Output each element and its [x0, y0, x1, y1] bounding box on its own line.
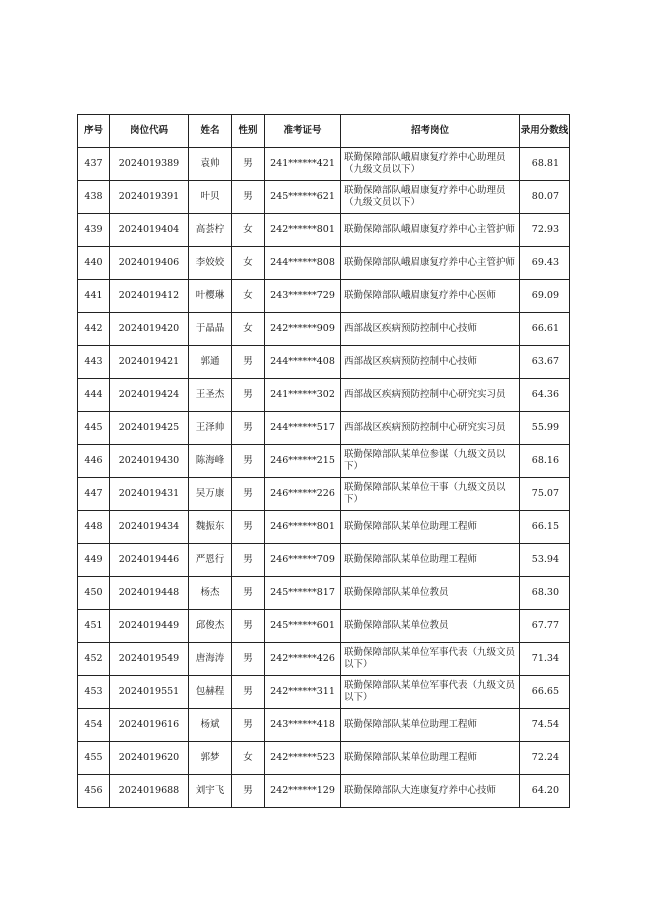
- cell-post: 联勤保障部队峨眉康复疗养中心助理员（九级文员以下）: [341, 148, 520, 181]
- cell-gender: 男: [232, 346, 265, 379]
- cell-ticket-number: 244******808: [265, 247, 341, 280]
- cell-post-code: 2024019424: [110, 379, 189, 412]
- cell-ticket-number: 244******517: [265, 412, 341, 445]
- header-score-line: 录用分数线: [520, 115, 570, 148]
- cell-score-line: 68.81: [520, 148, 570, 181]
- header-ticket-number: 准考证号: [265, 115, 341, 148]
- cell-name: 叶樱琳: [189, 280, 232, 313]
- cell-score-line: 64.20: [520, 775, 570, 808]
- table-row: [78, 544, 570, 577]
- cell-post-code: 2024019688: [110, 775, 189, 808]
- cell-post-code: 2024019421: [110, 346, 189, 379]
- cell-post: 联勤保障部队某单位助理工程师: [341, 709, 520, 742]
- cell-seq: 450: [78, 577, 110, 610]
- cell-seq: 454: [78, 709, 110, 742]
- cell-ticket-number: 246******215: [265, 445, 341, 478]
- table-row: [78, 346, 570, 379]
- cell-name: 王泽帅: [189, 412, 232, 445]
- cell-seq: 443: [78, 346, 110, 379]
- cell-score-line: 74.54: [520, 709, 570, 742]
- table-row: [78, 379, 570, 412]
- cell-post-code: 2024019391: [110, 181, 189, 214]
- table-row: [78, 148, 570, 181]
- cell-name: 杨杰: [189, 577, 232, 610]
- cell-name: 唐海涛: [189, 643, 232, 676]
- cell-name: 李姣姣: [189, 247, 232, 280]
- table-row: [78, 478, 570, 511]
- cell-seq: 456: [78, 775, 110, 808]
- cell-gender: 女: [232, 280, 265, 313]
- cell-post: 联勤保障部队某单位助理工程师: [341, 511, 520, 544]
- cell-post-code: 2024019434: [110, 511, 189, 544]
- cell-ticket-number: 245******621: [265, 181, 341, 214]
- cell-seq: 455: [78, 742, 110, 775]
- cell-post-code: 2024019551: [110, 676, 189, 709]
- cell-seq: 446: [78, 445, 110, 478]
- cell-name: 郭梦: [189, 742, 232, 775]
- cell-name: 袁帅: [189, 148, 232, 181]
- cell-post: 西部战区疾病预防控制中心研究实习员: [341, 379, 520, 412]
- cell-ticket-number: 242******311: [265, 676, 341, 709]
- cell-gender: 男: [232, 610, 265, 643]
- cell-post-code: 2024019404: [110, 214, 189, 247]
- cell-gender: 男: [232, 412, 265, 445]
- cell-score-line: 66.15: [520, 511, 570, 544]
- cell-post: 联勤保障部队峨眉康复疗养中心医师: [341, 280, 520, 313]
- cell-post: 联勤保障部队峨眉康复疗养中心助理员（九级文员以下）: [341, 181, 520, 214]
- cell-post: 联勤保障部队某单位参谋（九级文员以下）: [341, 445, 520, 478]
- cell-seq: 453: [78, 676, 110, 709]
- cell-score-line: 68.30: [520, 577, 570, 610]
- cell-name: 吴万康: [189, 478, 232, 511]
- header-gender: 性别: [232, 115, 265, 148]
- cell-seq: 442: [78, 313, 110, 346]
- cell-score-line: 71.34: [520, 643, 570, 676]
- cell-score-line: 72.24: [520, 742, 570, 775]
- cell-score-line: 64.36: [520, 379, 570, 412]
- cell-name: 严恩行: [189, 544, 232, 577]
- cell-post-code: 2024019389: [110, 148, 189, 181]
- cell-post: 联勤保障部队某单位助理工程师: [341, 742, 520, 775]
- cell-post: 联勤保障部队大连康复疗养中心技师: [341, 775, 520, 808]
- cell-score-line: 75.07: [520, 478, 570, 511]
- table-row: [78, 511, 570, 544]
- cell-gender: 女: [232, 214, 265, 247]
- table-row: [78, 709, 570, 742]
- cell-ticket-number: 242******523: [265, 742, 341, 775]
- cell-name: 刘宇飞: [189, 775, 232, 808]
- cell-seq: 445: [78, 412, 110, 445]
- cell-name: 陈海峰: [189, 445, 232, 478]
- cell-ticket-number: 244******408: [265, 346, 341, 379]
- cell-post: 西部战区疾病预防控制中心研究实习员: [341, 412, 520, 445]
- cell-name: 王圣杰: [189, 379, 232, 412]
- cell-score-line: 66.61: [520, 313, 570, 346]
- cell-post: 西部战区疾病预防控制中心技师: [341, 313, 520, 346]
- cell-seq: 449: [78, 544, 110, 577]
- cell-post-code: 2024019448: [110, 577, 189, 610]
- cell-seq: 448: [78, 511, 110, 544]
- cell-gender: 女: [232, 313, 265, 346]
- table-row: [78, 742, 570, 775]
- table-row: [78, 643, 570, 676]
- cell-post: 联勤保障部队某单位军事代表（九级文员以下）: [341, 676, 520, 709]
- header-name: 姓名: [189, 115, 232, 148]
- cell-score-line: 66.65: [520, 676, 570, 709]
- cell-gender: 女: [232, 742, 265, 775]
- cell-gender: 女: [232, 247, 265, 280]
- cell-gender: 男: [232, 181, 265, 214]
- cell-post: 联勤保障部队某单位教员: [341, 610, 520, 643]
- cell-post: 西部战区疾病预防控制中心技师: [341, 346, 520, 379]
- table-row: [78, 247, 570, 280]
- cell-score-line: 67.77: [520, 610, 570, 643]
- cell-seq: 451: [78, 610, 110, 643]
- cell-ticket-number: 241******302: [265, 379, 341, 412]
- cell-ticket-number: 243******418: [265, 709, 341, 742]
- cell-post-code: 2024019620: [110, 742, 189, 775]
- cell-score-line: 53.94: [520, 544, 570, 577]
- cell-seq: 452: [78, 643, 110, 676]
- cell-post: 联勤保障部队峨眉康复疗养中心主管护师: [341, 214, 520, 247]
- admission-score-table: [77, 114, 570, 808]
- header-seq: 序号: [78, 115, 110, 148]
- table-row: [78, 181, 570, 214]
- cell-name: 邱俊杰: [189, 610, 232, 643]
- table-row: [78, 610, 570, 643]
- cell-score-line: 80.07: [520, 181, 570, 214]
- cell-name: 魏振东: [189, 511, 232, 544]
- cell-score-line: 63.67: [520, 346, 570, 379]
- cell-post-code: 2024019616: [110, 709, 189, 742]
- cell-ticket-number: 246******226: [265, 478, 341, 511]
- cell-gender: 男: [232, 478, 265, 511]
- table-body: [78, 148, 570, 808]
- cell-post: 联勤保障部队某单位助理工程师: [341, 544, 520, 577]
- header-post-code: 岗位代码: [110, 115, 189, 148]
- cell-gender: 男: [232, 511, 265, 544]
- table-row: [78, 775, 570, 808]
- table-row: [78, 577, 570, 610]
- table-row: [78, 412, 570, 445]
- cell-post-code: 2024019431: [110, 478, 189, 511]
- cell-post-code: 2024019430: [110, 445, 189, 478]
- cell-ticket-number: 241******421: [265, 148, 341, 181]
- cell-ticket-number: 242******909: [265, 313, 341, 346]
- cell-post-code: 2024019425: [110, 412, 189, 445]
- cell-seq: 447: [78, 478, 110, 511]
- cell-score-line: 55.99: [520, 412, 570, 445]
- cell-ticket-number: 243******729: [265, 280, 341, 313]
- cell-seq: 440: [78, 247, 110, 280]
- cell-ticket-number: 245******601: [265, 610, 341, 643]
- cell-gender: 男: [232, 148, 265, 181]
- cell-score-line: 68.16: [520, 445, 570, 478]
- cell-ticket-number: 242******801: [265, 214, 341, 247]
- cell-post-code: 2024019549: [110, 643, 189, 676]
- table-row: [78, 280, 570, 313]
- cell-gender: 男: [232, 775, 265, 808]
- cell-post-code: 2024019420: [110, 313, 189, 346]
- cell-post: 联勤保障部队某单位干事（九级文员以下）: [341, 478, 520, 511]
- cell-gender: 男: [232, 676, 265, 709]
- cell-gender: 男: [232, 643, 265, 676]
- cell-seq: 444: [78, 379, 110, 412]
- cell-name: 郭通: [189, 346, 232, 379]
- cell-gender: 男: [232, 445, 265, 478]
- cell-name: 于晶晶: [189, 313, 232, 346]
- cell-score-line: 72.93: [520, 214, 570, 247]
- cell-ticket-number: 242******426: [265, 643, 341, 676]
- table-row: [78, 313, 570, 346]
- cell-ticket-number: 246******801: [265, 511, 341, 544]
- cell-ticket-number: 242******129: [265, 775, 341, 808]
- cell-name: 高荟柠: [189, 214, 232, 247]
- header-post: 招考岗位: [341, 115, 520, 148]
- cell-post: 联勤保障部队峨眉康复疗养中心主管护师: [341, 247, 520, 280]
- cell-gender: 男: [232, 709, 265, 742]
- cell-post-code: 2024019406: [110, 247, 189, 280]
- cell-gender: 男: [232, 544, 265, 577]
- table-header-row: [78, 115, 570, 148]
- cell-gender: 男: [232, 577, 265, 610]
- cell-seq: 437: [78, 148, 110, 181]
- cell-score-line: 69.09: [520, 280, 570, 313]
- table-row: [78, 214, 570, 247]
- cell-name: 包赫程: [189, 676, 232, 709]
- table-row: [78, 445, 570, 478]
- cell-post: 联勤保障部队某单位军事代表（九级文员以下）: [341, 643, 520, 676]
- cell-name: 杨斌: [189, 709, 232, 742]
- cell-score-line: 69.43: [520, 247, 570, 280]
- cell-seq: 441: [78, 280, 110, 313]
- cell-seq: 439: [78, 214, 110, 247]
- cell-post-code: 2024019412: [110, 280, 189, 313]
- cell-post-code: 2024019446: [110, 544, 189, 577]
- cell-name: 叶贝: [189, 181, 232, 214]
- cell-post-code: 2024019449: [110, 610, 189, 643]
- table-row: [78, 676, 570, 709]
- cell-gender: 男: [232, 379, 265, 412]
- cell-seq: 438: [78, 181, 110, 214]
- cell-ticket-number: 246******709: [265, 544, 341, 577]
- cell-post: 联勤保障部队某单位教员: [341, 577, 520, 610]
- cell-ticket-number: 245******817: [265, 577, 341, 610]
